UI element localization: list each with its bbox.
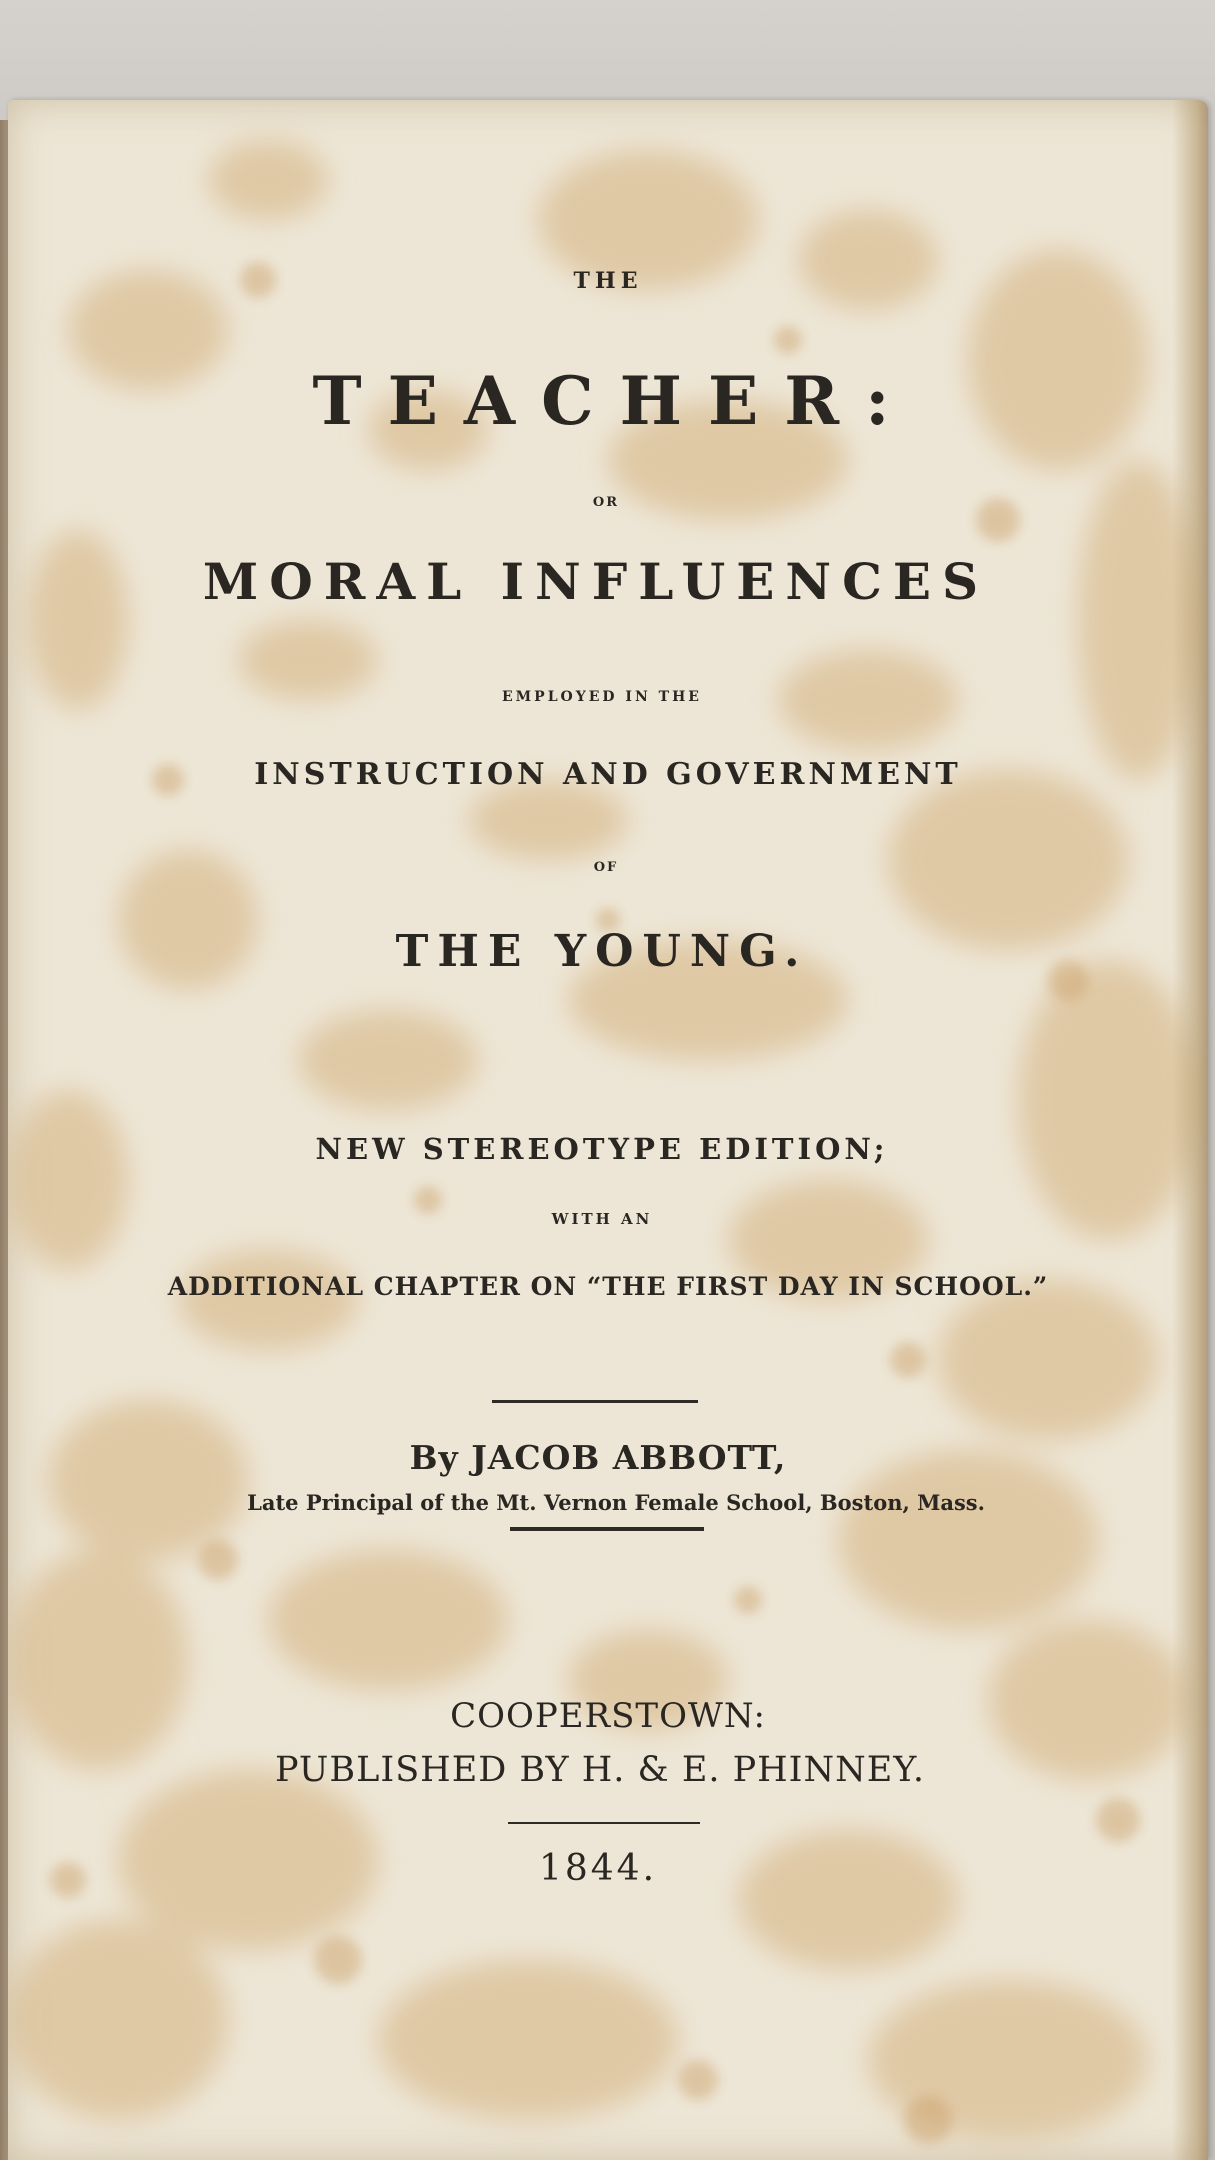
- divider-rule: [510, 1527, 704, 1531]
- subtitle-of: OF: [593, 860, 619, 875]
- publication-place: COOPERSTOWN:: [450, 1696, 766, 1736]
- title-page: [8, 100, 1208, 2160]
- author-title: Late Principal of the Mt. Vernon Female School, Boston, Mass.: [247, 1490, 985, 1515]
- book-subtitle: MORAL INFLUENCES: [202, 552, 990, 611]
- divider-rule: [508, 1822, 700, 1824]
- publisher: PUBLISHED BY H. & E. PHINNEY.: [274, 1750, 926, 1790]
- divider-rule: [492, 1400, 698, 1403]
- title-block: [8, 100, 1208, 2160]
- edition-note: NEW STEREOTYPE EDITION;: [315, 1132, 889, 1166]
- subtitle-employed: EMPLOYED IN THE: [502, 689, 702, 705]
- book-title: TEACHER:: [312, 362, 916, 440]
- title-the: THE: [573, 268, 643, 294]
- subtitle-instruction: INSTRUCTION AND GOVERNMENT: [254, 757, 962, 792]
- edition-with-an: WITH AN: [551, 1210, 653, 1228]
- subtitle-young: THE YOUNG.: [395, 926, 809, 977]
- title-or: OR: [592, 495, 620, 510]
- edition-additional-chapter: ADDITIONAL CHAPTER ON “THE FIRST DAY IN SCHOOL.”: [167, 1272, 1049, 1301]
- publication-year: 1844.: [538, 1848, 658, 1889]
- author-byline: By JACOB ABBOTT,: [409, 1438, 787, 1477]
